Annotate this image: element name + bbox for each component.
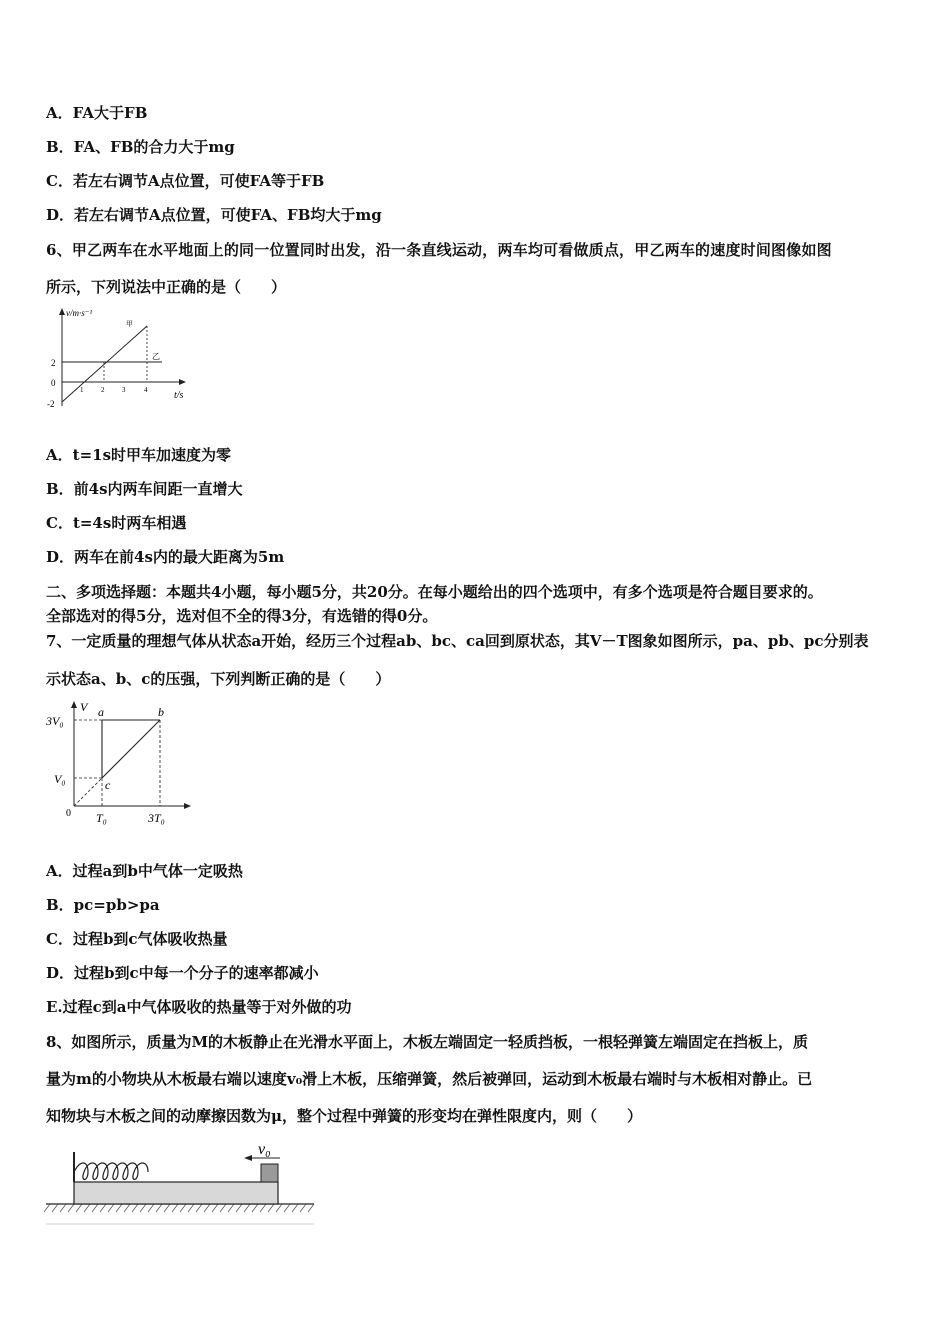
- x-tick-3t0: 3T₀: [148, 811, 165, 825]
- jia-line: [62, 326, 147, 402]
- q5-option-a: A．FA大于FB: [46, 104, 148, 122]
- y-tick-0: 0: [51, 378, 56, 388]
- yi-label: 乙: [152, 352, 160, 361]
- y-tick-v0: V₀: [54, 772, 66, 786]
- q8-stem-line3: 知物块与木板之间的动摩擦因数为μ，整个过程中弹簧的形变均在弹性限度内，则（ ）: [46, 1107, 642, 1125]
- point-a-label: a: [98, 705, 104, 719]
- velocity-time-graph: [44, 306, 204, 416]
- x-tick-3: 3: [122, 386, 126, 394]
- y-tick-2: 2: [51, 358, 56, 368]
- spring: [74, 1163, 148, 1180]
- q6-option-d: D．两车在前4s内的最大距离为5m: [46, 548, 285, 566]
- origin-label: 0: [66, 808, 71, 819]
- v-axis-arrow: [71, 701, 77, 708]
- q7-stem-line2: 示状态a、b、c的压强，下列判断正确的是（ ）: [46, 670, 391, 688]
- velocity-arrowhead: [244, 1155, 252, 1161]
- small-block: [261, 1164, 278, 1182]
- x-tick-2: 2: [101, 386, 105, 394]
- v0-label: v₀: [258, 1141, 271, 1158]
- x-tick-1: 1: [80, 386, 84, 394]
- q6-option-c: C．t=4s时两车相遇: [46, 514, 187, 532]
- v-axis-arrow: [59, 308, 65, 315]
- q7-option-c: C．过程b到c气体吸收热量: [46, 930, 228, 948]
- q6-option-a: A．t=1s时甲车加速度为零: [46, 446, 232, 464]
- y-tick-3v0: 3V₀: [46, 714, 64, 728]
- q6-stem-line1: 6、甲乙两车在水平地面上的同一位置同时出发，沿一条直线运动，两车均可看做质点，甲乙两车的速度时间图像如图: [46, 241, 832, 259]
- q5-option-c: C．若左右调节A点位置，可使FA等于FB: [46, 172, 325, 190]
- ground-hatch: [44, 1204, 314, 1212]
- x-tick-4: 4: [144, 386, 148, 394]
- q5-option-b: B．FA、FB的合力大于mg: [46, 138, 235, 156]
- q6-option-b: B．前4s内两车间距一直增大: [46, 480, 243, 498]
- guide-origin: [74, 778, 102, 806]
- q7-option-a: A．过程a到b中气体一定吸热: [46, 862, 243, 880]
- q7-option-d: D．过程b到c中每一个分子的速率都减小: [46, 964, 319, 982]
- volume-temperature-graph: [44, 698, 204, 830]
- v-axis-label: v/m·s⁻¹: [66, 308, 93, 318]
- process-bc: [102, 720, 160, 778]
- t-axis-arrow: [184, 803, 191, 809]
- q8-stem-line2: 量为m的小物块从木板最右端以速度v₀滑上木板，压缩弹簧，然后被弹回，运动到木板最右端时与木板相对静止。已: [46, 1070, 813, 1088]
- section2-line1: 二、多项选择题：本题共4小题，每小题5分，共20分。在每小题给出的四个选项中，有多个选项是符合题目要求的。: [46, 583, 823, 601]
- y-tick-neg2: -2: [47, 399, 55, 409]
- v-axis-label: V: [80, 700, 88, 714]
- q6-stem-line2: 所示，下列说法中正确的是（ ）: [46, 278, 287, 296]
- wooden-board: [74, 1182, 278, 1204]
- section2-line2: 全部选对的得5分，选对但不全的得3分，有选错的得0分。: [46, 607, 438, 625]
- q7-option-e: E.过程c到a中气体吸收的热量等于对外做的功: [46, 998, 352, 1016]
- jia-label: 甲: [126, 320, 133, 328]
- spring-board-figure: [44, 1138, 320, 1230]
- t-axis-arrow: [179, 379, 186, 385]
- q7-option-b: B．pc=pb>pa: [46, 896, 160, 914]
- x-tick-t0: T₀: [96, 811, 107, 825]
- q8-stem-line1: 8、如图所示，质量为M的木板静止在光滑水平面上，木板左端固定一轻质挡板，一根轻弹簧左端固定在挡板上，质: [46, 1033, 809, 1051]
- point-b-label: b: [158, 705, 164, 719]
- t-axis-label: t/s: [174, 390, 184, 401]
- point-c-label: c: [105, 778, 111, 792]
- q7-stem-line1: 7、一定质量的理想气体从状态a开始，经历三个过程ab、bc、ca回到原状态，其V－T图象如图所示，pa、pb、pc分别表: [46, 632, 869, 650]
- q5-option-d: D．若左右调节A点位置，可使FA、FB均大于mg: [46, 206, 382, 224]
